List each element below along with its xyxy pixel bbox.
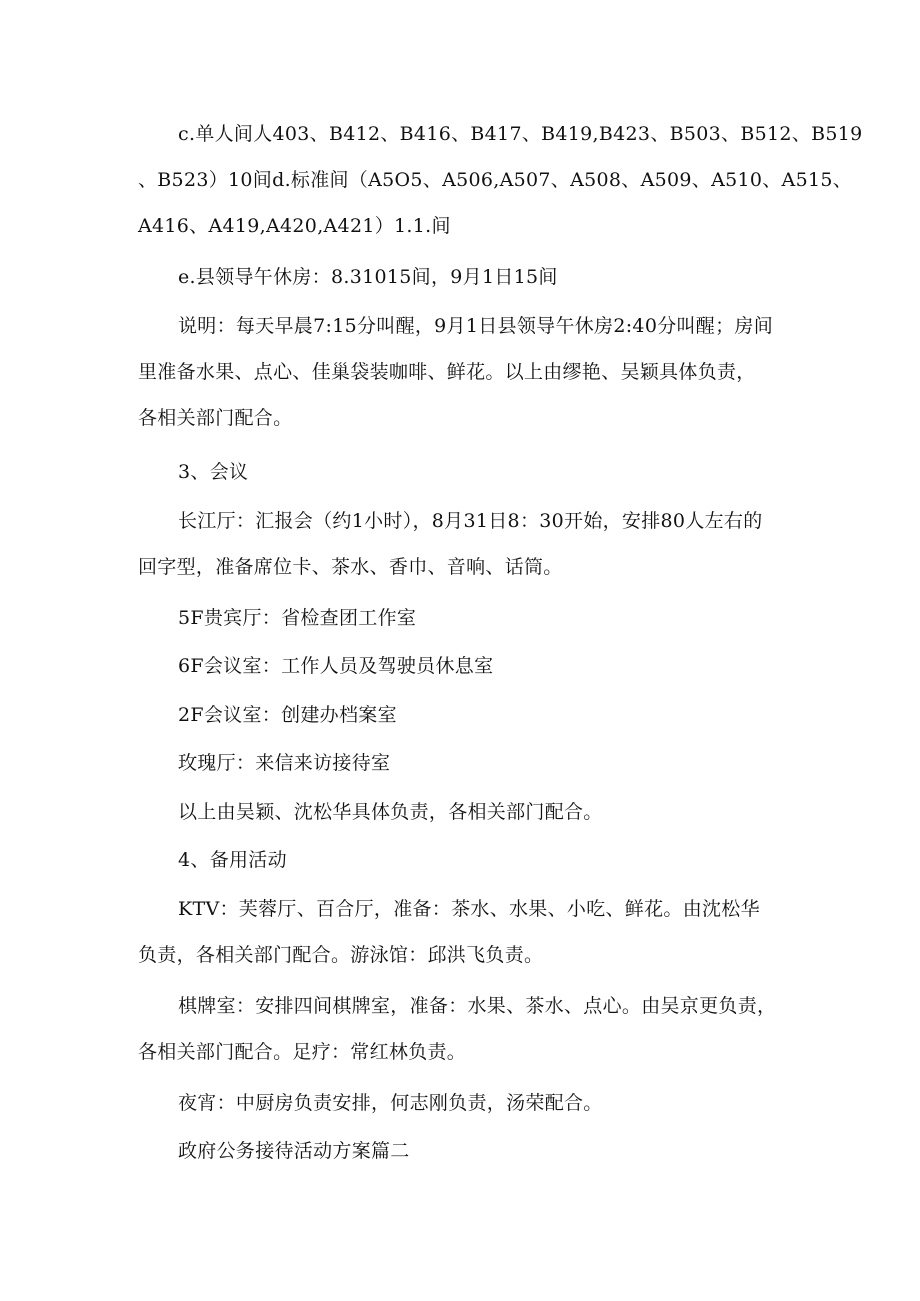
paragraph-yangtze-hall [138,498,788,590]
text-line: A416、A419,A420,A421）1.1.间 [138,215,451,237]
text-line: 以上由吴颖、沈松华具体负责，各相关部门配合。 [178,801,603,823]
section-heading-backup-activities [138,837,788,883]
paragraph-single-rooms [138,111,863,249]
text-line: 5F贵宾厅：省检查团工作室 [178,607,417,629]
text-line: 长江厅：汇报会（约1小时），8月31日8：30开始，安排80人左右的 [178,510,763,532]
paragraph-rose-hall [138,740,788,786]
paragraph-2f-meeting-room [138,692,788,738]
paragraph-late-snack [138,1080,788,1126]
text-line: 夜宵：中厨房负责安排，何志刚负责，汤荣配合。 [178,1092,603,1114]
paragraph-responsible-note [138,789,788,835]
text-line: 政府公务接待活动方案篇二 [178,1140,410,1162]
paragraph-6f-meeting-room [138,643,788,689]
text-line: 回字型，准备席位卡、茶水、香巾、音响、话筒。 [138,556,563,578]
text-line: 各相关部门配合。足疗：常红林负责。 [138,1041,467,1063]
section-heading-meeting [138,449,788,495]
section-title-plan-two [138,1128,788,1174]
text-line: c.单人间人403、B412、B416、B417、B419,B423、B503、B512、B519 [178,123,863,145]
text-line: 2F会议室：创建办档案室 [178,704,397,726]
text-line: 里准备水果、点心、佳巢袋装咖啡、鲜花。以上由缪艳、吴颖具体负责， [138,361,756,383]
text-line: KTV：芙蓉厅、百合厅，准备：茶水、水果、小吃、鲜花。由沈松华 [178,898,760,920]
text-line: 3、会议 [178,461,249,483]
text-line: 4、备用活动 [178,849,287,871]
text-line: 负责，各相关部门配合。游泳馆：邱洪飞负责。 [138,944,544,966]
text-line: 6F会议室：工作人员及驾驶员休息室 [178,655,494,677]
text-line: 说明：每天早晨7:15分叫醒，9月1日县领导午休房2:40分叫醒；房间 [178,315,774,337]
text-line: 玫瑰厅：来信来访接待室 [178,752,391,774]
text-line: 各相关部门配合。 [138,407,293,429]
paragraph-leader-rest-rooms [138,254,788,300]
paragraph-ktv [138,886,788,978]
paragraph-chess-room [138,983,788,1075]
paragraph-explanation [138,303,788,441]
text-line: 、B523）10间d.标准间（A5O5、A506,A507、A508、A509、A510、A515、 [138,169,853,191]
text-line: e.县领导午休房：8.31015间，9月1日15间 [178,266,558,288]
paragraph-5f-vip-hall [138,595,788,641]
text-line: 棋牌室：安排四间棋牌室，准备：水果、茶水、点心。由吴京更负责， [178,995,777,1017]
